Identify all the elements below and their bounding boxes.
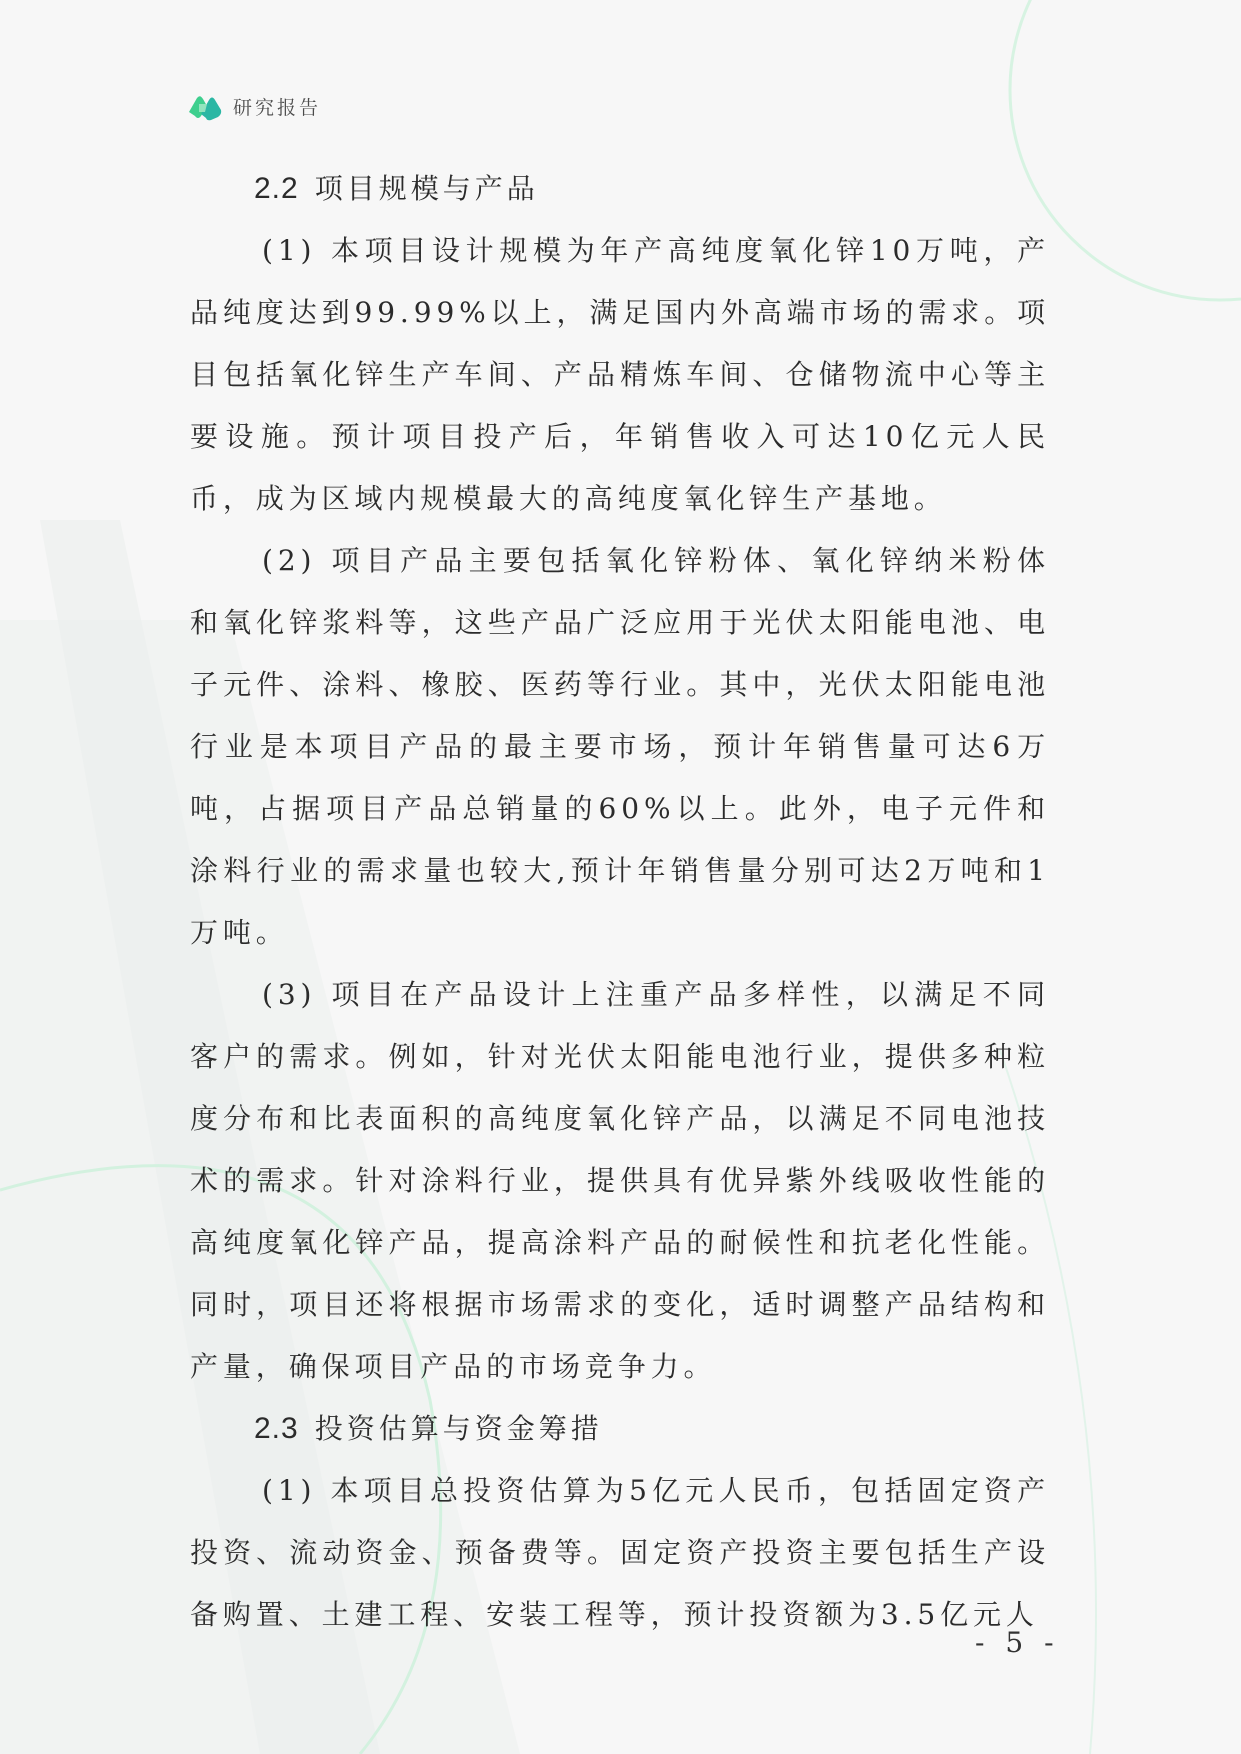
- section-number: 2.3: [254, 1412, 299, 1445]
- page-number: - 5 -: [975, 1626, 1060, 1659]
- section-number: 2.2: [254, 172, 299, 205]
- section-heading: [190, 1398, 1050, 1460]
- document-body: [190, 158, 1050, 1646]
- section-title: 投资估算与资金筹措: [314, 1412, 603, 1445]
- report-header: [187, 88, 321, 124]
- section-heading: [190, 158, 1050, 220]
- brand-logo-icon: [187, 90, 223, 122]
- paragraph: (1) 本项目设计规模为年产高纯度氧化锌10万吨，产品纯度达到99.99%以上，满足国内外高端市场的需求。项目包括氧化锌生产车间、产品精炼车间、仓储物流中心等主要设施。预计项目投产后，年销售收入可达10亿元人民币，成为区域内规模最大的高纯度氧化锌生产基地。: [190, 234, 1050, 515]
- paragraph: (2) 项目产品主要包括氧化锌粉体、氧化锌纳米粉体和氧化锌浆料等，这些产品广泛应用于光伏太阳能电池、电子元件、涂料、橡胶、医药等行业。其中，光伏太阳能电池行业是本项目产品的最主要市场，预计年销售量可达6万吨，占据项目产品总销量的60%以上。此外，电子元件和涂料行业的需求量也较大,预计年销售量分别可达2万吨和1万吨。: [190, 544, 1050, 949]
- section-title: 项目规模与产品: [314, 172, 539, 205]
- paragraph: (3) 项目在产品设计上注重产品多样性，以满足不同客户的需求。例如，针对光伏太阳能电池行业，提供多种粒度分布和比表面积的高纯度氧化锌产品，以满足不同电池技术的需求。针对涂料行业，提供具有优异紫外线吸收性能的高纯度氧化锌产品，提高涂料产品的耐候性和抗老化性能。同时，项目还将根据市场需求的变化，适时调整产品结构和产量，确保项目产品的市场竞争力。: [190, 978, 1050, 1383]
- paragraph: (1) 本项目总投资估算为5亿元人民币，包括固定资产投资、流动资金、预备费等。固定资产投资主要包括生产设备购置、土建工程、安装工程等，预计投资额为3.5亿元人: [190, 1474, 1050, 1631]
- header-title: 研究报告: [233, 96, 322, 119]
